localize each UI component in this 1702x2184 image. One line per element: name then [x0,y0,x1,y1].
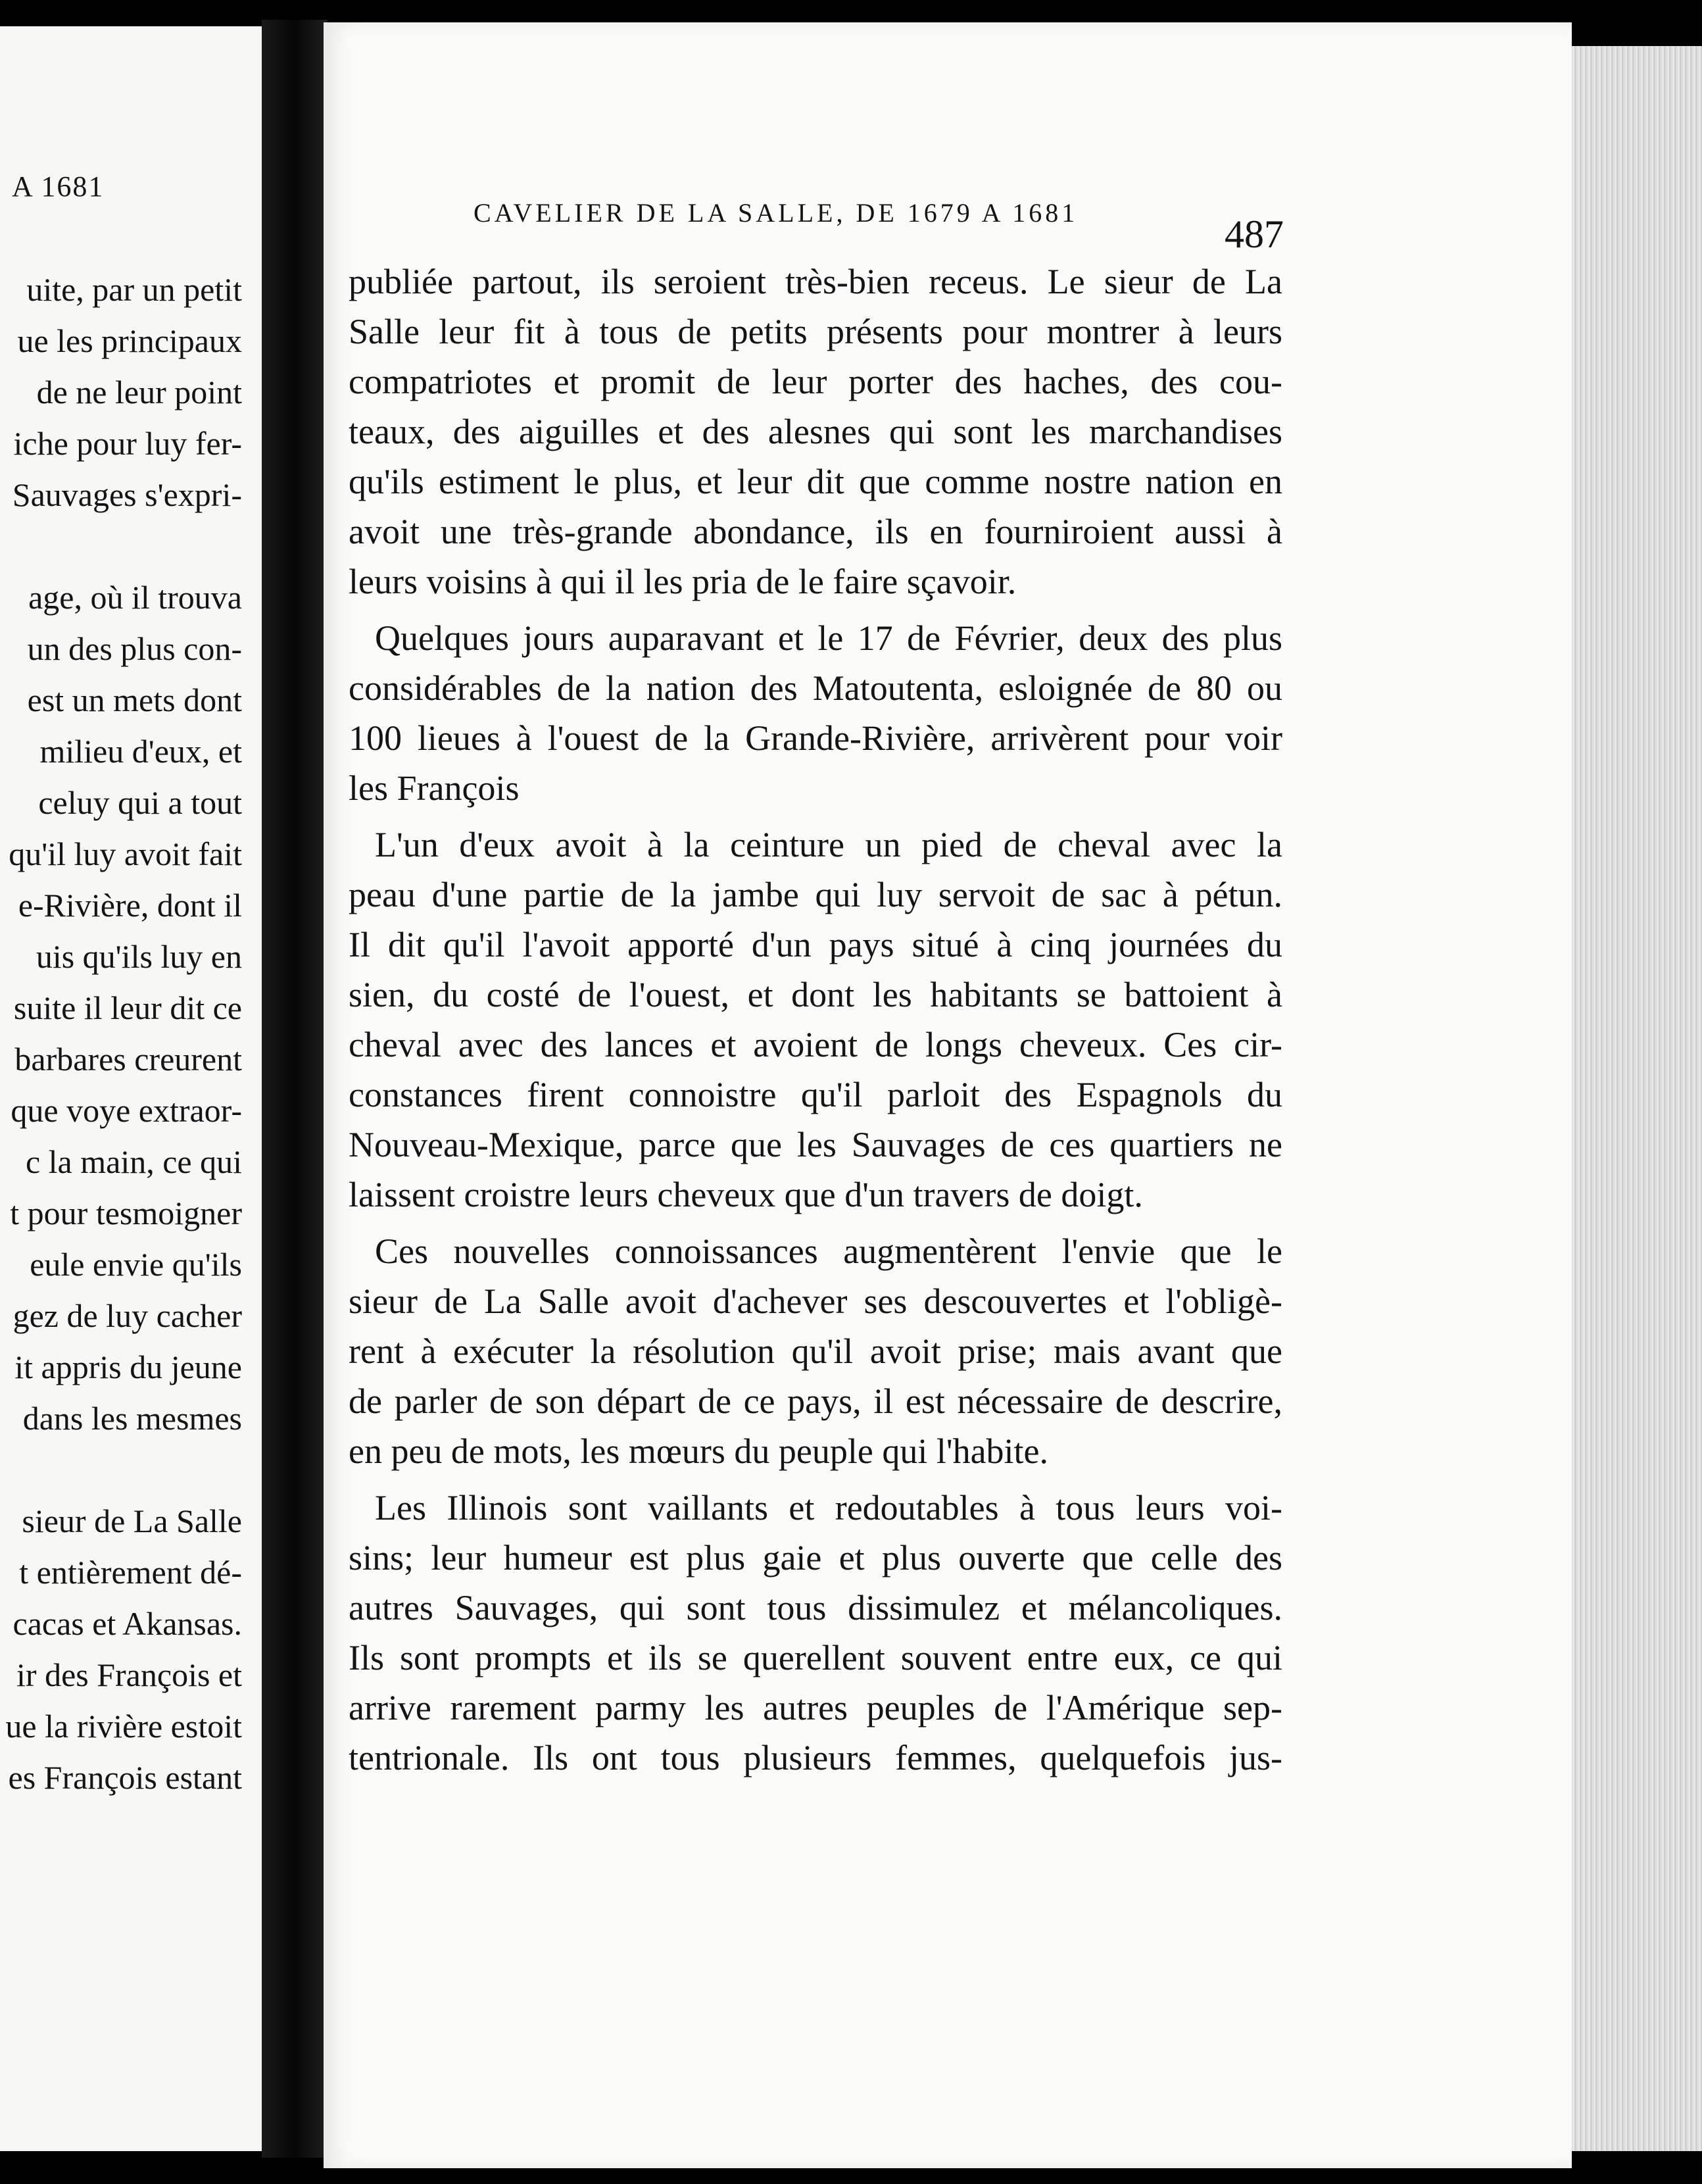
text-line: teaux, des aiguilles et des alesnes qui sont les marchandises [349,412,1282,451]
left-text-line: sieur de La Salle [22,1502,242,1539]
left-text-line: cacas et Akansas. [12,1605,242,1642]
text-line: publiée partout, ils seroient très-bien receus. Le sieur de La [349,262,1282,301]
text-line: laissent croistre leurs cheveux que d'un travers de doigt. [349,1175,1143,1214]
page-number: 487 [1225,212,1284,256]
text-line: Ces nouvelles connoissances augmentèrent l'envie que le [375,1231,1282,1271]
text-line: compatriotes et promit de leur porter des haches, des cou- [349,362,1282,401]
left-text-line: iche pour luy fer- [13,425,242,462]
book-gutter [262,20,328,2158]
left-text-line: e-Rivière, dont il [18,887,242,924]
left-text-line: ue la rivière estoit [5,1708,242,1745]
left-text-line: t entièrement dé- [19,1554,242,1591]
text-line: de parler de son départ de ce pays, il est nécessaire de descrire, [349,1381,1282,1421]
left-text-line: celuy qui a tout [38,784,242,821]
text-line: tentrionale. Ils ont tous plusieurs femmes, quelquefois jus- [349,1738,1282,1777]
text-line: en peu de mots, les mœurs du peuple qui l'habite. [349,1431,1049,1471]
text-line: peau d'une partie de la jambe qui luy servoit de sac à pétun. [349,875,1282,914]
text-line: constances firent connoistre qu'il parloit des Espagnols du [349,1075,1282,1114]
text-line: sieur de La Salle avoit d'achever ses descouvertes et l'obligè- [349,1281,1282,1321]
left-running-head: A 1681 [12,170,105,203]
text-line: leurs voisins à qui il les pria de le faire sçavoir. [349,562,1017,601]
left-facing-page [0,26,262,2151]
text-line: Quelques jours auparavant et le 17 de Février, deux des plus [375,618,1282,658]
left-text-line: uis qu'ils luy en [36,938,242,975]
left-text-line: eule envie qu'ils [30,1246,242,1283]
text-line: avoit une très-grande abondance, ils en fourniroient aussi à [349,512,1282,551]
left-text-line: ir des François et [16,1656,242,1693]
left-text-line: de ne leur point [36,374,242,410]
left-text-line: Sauvages s'expri- [12,476,242,513]
text-line: Nouveau-Mexique, parce que les Sauvages de ces quartiers ne [349,1125,1282,1164]
left-text-line: t pour tesmoigner [10,1195,242,1231]
text-line: rent à exécuter la résolution qu'il avoit prise; mais avant que [349,1331,1282,1371]
left-text-line: it appris du jeune [14,1349,242,1385]
running-head: CAVELIER DE LA SALLE, DE 1679 A 1681 [474,198,1079,228]
text-line: Les Illinois sont vaillants et redoutables à tous leurs voi- [375,1488,1282,1527]
left-text-line: age, où il trouva [28,579,242,616]
text-line: L'un d'eux avoit à la ceinture un pied de cheval avec la [375,825,1282,864]
text-line: cheval avec des lances et avoient de longs cheveux. Ces cir- [349,1025,1282,1064]
left-text-line: est un mets dont [27,682,242,718]
text-line: arrive rarement parmy les autres peuples de l'Amérique sep- [349,1688,1282,1727]
left-text-line: que voye extraor- [11,1092,242,1129]
text-line: sins; leur humeur est plus gaie et plus ouverte que celle des [349,1538,1282,1577]
text-line: considérables de la nation des Matoutenta, esloignée de 80 ou [349,668,1282,708]
left-text-line: suite il leur dit ce [13,989,242,1026]
left-text-line: milieu d'eux, et [39,733,242,770]
text-line: sien, du costé de l'ouest, et dont les habitants se battoient à [349,975,1282,1014]
left-text-line: ue les principaux [17,322,242,359]
left-text-line: es François estant [8,1759,242,1796]
text-line: Salle leur fit à tous de petits présents pour montrer à leurs [349,312,1282,351]
text-line: qu'ils estiment le plus, et leur dit que comme nostre nation en [349,462,1282,501]
left-text-line: dans les mesmes [22,1400,242,1437]
left-text-line: c la main, ce qui [25,1143,242,1180]
page-fore-edge [1572,46,1702,2151]
left-text-line: un des plus con- [27,630,242,667]
text-line: les François [349,768,520,808]
text-line: Il dit qu'il l'avoit apporté d'un pays situé à cinq journées du [349,925,1282,964]
text-line: Ils sont prompts et ils se querellent souvent entre eux, ce qui [349,1638,1282,1677]
left-text-line: qu'il luy avoit fait [9,835,242,872]
left-text-line: barbares creurent [14,1041,242,1078]
text-line: autres Sauvages, qui sont tous dissimulez et mélancoliques. [349,1588,1282,1627]
left-text-line: gez de luy cacher [12,1297,242,1334]
body-text [349,257,1282,1783]
left-text-line: uite, par un petit [26,271,242,308]
text-line: 100 lieues à l'ouest de la Grande-Rivière, arrivèrent pour voir [349,718,1282,758]
